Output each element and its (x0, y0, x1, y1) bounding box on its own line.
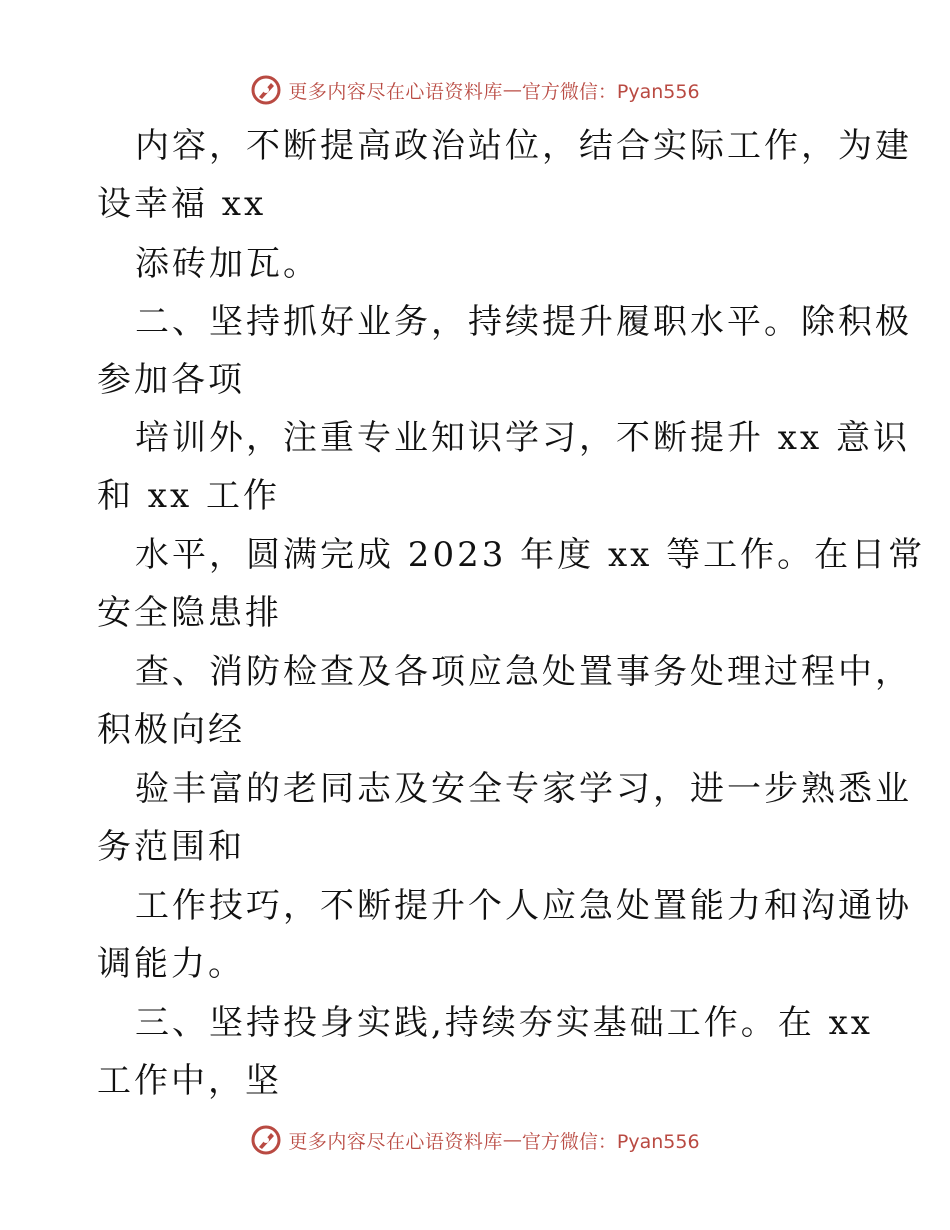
body-line: 三、坚持投身实践,持续夯实基础工作。在 xx (135, 1003, 873, 1043)
body-line: 培训外，注重专业知识学习，不断提升 xx 意识 (135, 418, 910, 458)
banner-wechat: 官方微信：Pyan556 (521, 1130, 700, 1153)
body-line: 工作中，坚 (97, 1061, 282, 1101)
banner-separator: — (502, 79, 522, 101)
footer-banner (0, 1122, 950, 1158)
body-line: 水平，圆满完成 2023 年度 xx 等工作。在日常 (135, 535, 926, 575)
body-line: 设幸福 xx (97, 184, 267, 224)
body-line: 二、坚持抓好业务，持续提升履职水平。除积极 (135, 302, 912, 342)
body-line: 验丰富的老同志及安全专家学习，进一步熟悉业 (135, 769, 912, 809)
body-line: 调能力。 (97, 944, 245, 984)
pen-circle-logo-icon (250, 1124, 282, 1156)
body-line: 积极向经 (97, 710, 245, 750)
banner-separator: — (502, 1129, 522, 1151)
header-banner (0, 72, 950, 108)
body-line: 查、消防检查及各项应急处置事务处理过程中， (135, 652, 912, 692)
body-line: 务范围和 (97, 827, 245, 867)
banner-title: 更多内容尽在心语资料库 (288, 80, 503, 103)
banner-title: 更多内容尽在心语资料库 (288, 1130, 503, 1153)
pen-circle-logo-icon (250, 74, 282, 106)
body-line: 参加各项 (97, 360, 245, 400)
body-line: 添砖加瓦。 (135, 244, 320, 284)
body-line: 工作技巧，不断提升个人应急处置能力和沟通协 (135, 886, 912, 926)
banner-wechat: 官方微信：Pyan556 (521, 80, 700, 103)
body-line: 内容，不断提高政治站位，结合实际工作，为建 (135, 126, 912, 166)
body-line: 和 xx 工作 (97, 476, 280, 516)
body-line: 安全隐患排 (97, 593, 282, 633)
